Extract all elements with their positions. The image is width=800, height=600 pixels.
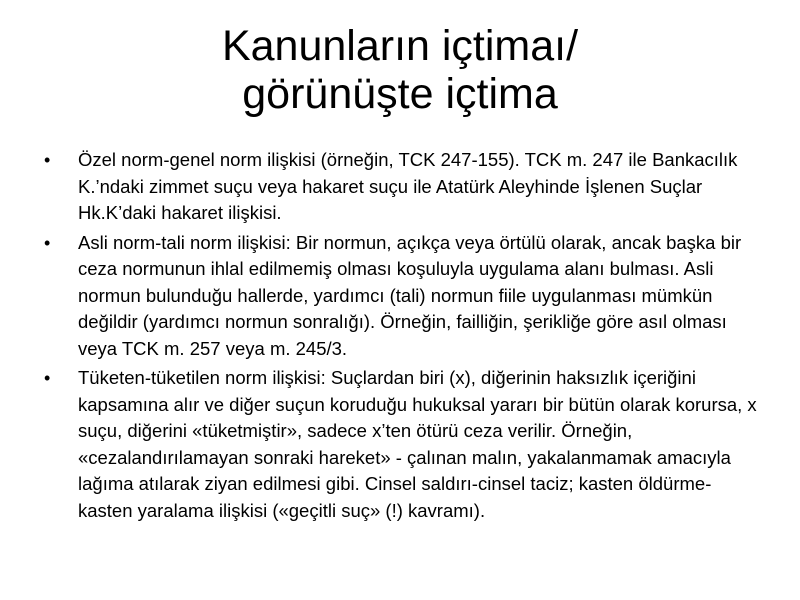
bullet-item-special-general xyxy=(44,147,764,227)
slide-title xyxy=(0,22,800,118)
bullet-item-primary-secondary xyxy=(44,230,764,363)
bullet-item-consuming-consumed xyxy=(44,365,764,524)
bullet-list xyxy=(44,147,764,527)
bullet-text: Özel norm-genel norm ilişkisi (örneğin, TCK 247-155). TCK m. 247 ile Bankacılık K.’ndaki zimmet suçu veya hakaret suçu ile Atatürk Aleyhinde İşlenen Suçlar Hk.K’daki hakaret ilişkisi. xyxy=(78,149,738,223)
bullet-text: Tüketen-tüketilen norm ilişkisi: Suçlardan biri (x), diğerinin haksızlık içeriğini kapsamına alır ve diğer suçun koruduğu hukuksal yararı bir bütün olarak korursa, x suçu, diğerini «tüketmiştir», sadece x’ten ötürü ceza verilir. Örneğin, «cezalandırılamayan sonraki hareket» - çalınan malın, yakalanmamak amacıyla lağıma atılarak ziyan edilmesi gibi. Cinsel saldırı-cinsel taciz; kasten öldürme-kasten yaralama ilişkisi («geçitli suç» (!) kavramı). xyxy=(78,367,757,521)
bullet-dot-icon: • xyxy=(44,232,51,253)
title-line-1: Kanunların içtimaı/ xyxy=(221,22,579,70)
bullet-dot-icon: • xyxy=(44,150,51,170)
title-line-2: görünüşte içtima xyxy=(242,70,558,118)
bullet-text: Asli norm-tali norm ilişkisi: Bir normun, açıkça veya örtülü olarak, ancak başka bir ceza normunun ihlal edilmemiş olması koşuluyla uygulama alanı bulması. Asli normun bulunduğu hallerde, yardımcı (tali) normun fiile uygulanması mümkün değildir (yardımcı normun sonralığı). Örneğin, failliğin, şerikliğe göre asıl olması veya TCK m. 257 veya m. 245/3. xyxy=(78,231,742,359)
bullet-dot-icon: • xyxy=(44,368,51,388)
